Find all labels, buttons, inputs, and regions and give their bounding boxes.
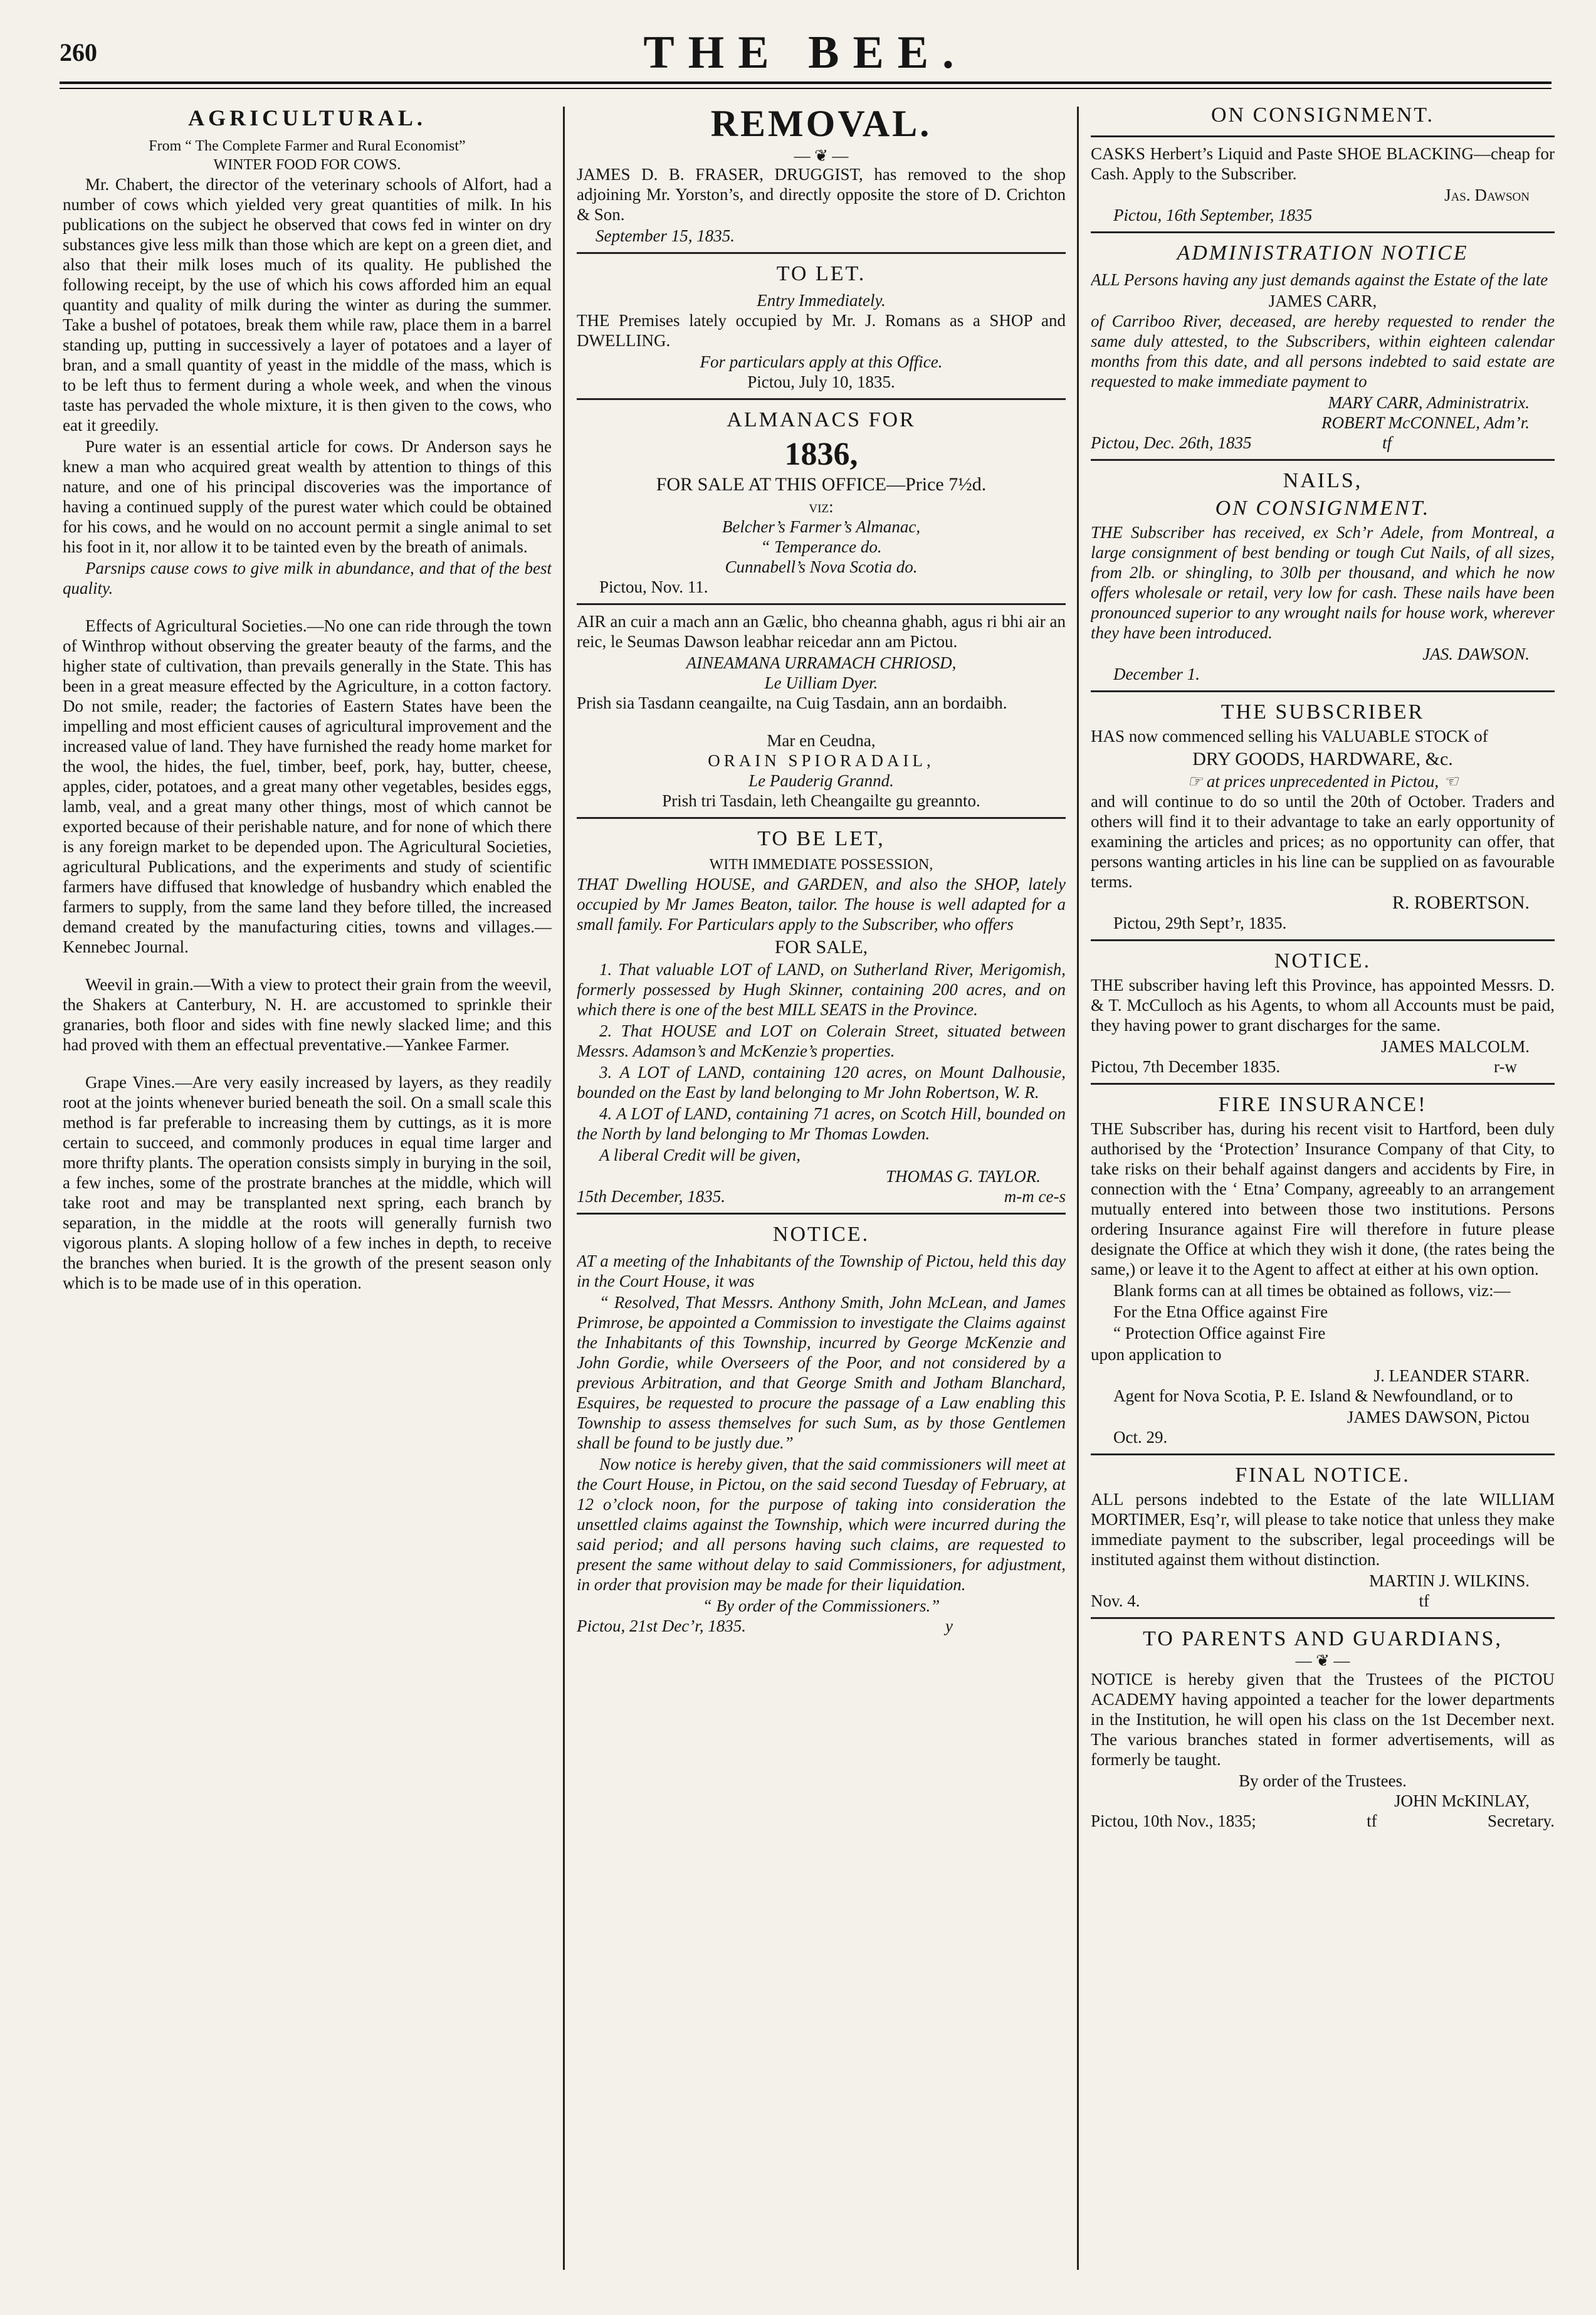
to-be-let-body: THAT Dwelling HOUSE, and GARDEN, and also the SHOP, lately occupied by Mr James Beaton, tailor. The house is well adapted for a small family. For Particulars apply to the Subscriber, who offers (577, 875, 1066, 934)
signature-role: Secretary. (1488, 1811, 1555, 1830)
signature: JAMES MALCOLM. (1380, 1037, 1530, 1056)
printer-mark: r-w (1494, 1057, 1517, 1076)
separator (1091, 231, 1555, 233)
subscriber-price: ☞ at prices unprecedented in Pictou, ☜ (1187, 772, 1459, 791)
separator (1091, 459, 1555, 461)
gaelic-line: Le Pauderig Grannd. (748, 771, 894, 790)
almanac-item: Cunnabell’s Nova Scotia do. (725, 557, 918, 576)
separator (1091, 939, 1555, 941)
parents-order: By order of the Trustees. (1239, 1771, 1407, 1790)
signature: Jas. Dawson (1444, 186, 1530, 204)
column-divider (563, 107, 565, 2270)
subscriber-title: THE SUBSCRIBER (1221, 700, 1425, 724)
gaelic-title: AINEAMANA URRAMACH CHRIOSD, (686, 653, 957, 672)
notice-resolved: “ Resolved, That Messrs. Anthony Smith, John McLean, and James Primrose, be appointed a Commission to investigate the Claims against the Inhabitants of this Township, incurred by George McKenzie and John Gordie, while Overseers of the Poor, and not considered by a previous Arbitration, and that George Smith and Jotham Blanchard, Esquires, be requested to procure the passage of a Law enabling this Township to assess themselves for such Sum, as by those Gentlemen shall be found to be justly due.” (577, 1293, 1066, 1452)
gaelic-price: Prish sia Tasdann ceangailte, na Cuig Tasdain, ann an bordaibh. (577, 693, 1007, 712)
almanac-item: “ Temperance do. (760, 537, 882, 556)
signature: R. ROBERTSON. (1392, 892, 1530, 913)
date: Pictou, 10th Nov., 1835; (1091, 1811, 1256, 1830)
article-paragraph: Pure water is an essential article for cows. Dr Anderson says he knew a man who acquired great wealth by attention to things of this nature, and one of his principal discoveries was the importance of having a continued supply of the purest water which could be obtained for his cows, and he would on no account permit a single animal to set his foot in it, nor allow it to be tainted even by the breath of animals. (63, 437, 552, 556)
printer-mark: m-m ce-s (1004, 1187, 1066, 1206)
final-body: ALL persons indebted to the Estate of the late WILLIAM MORTIMER, Esq’r, will please to take notice that unless they make immediate payment to the subscriber, legal proceedings will be instituted against them without distinction. (1091, 1490, 1555, 1569)
sale-item: 2. That HOUSE and LOT on Colerain Street, situated between Messrs. Adamson’s and McKenzie’s properties. (577, 1021, 1066, 1060)
article-paragraph: Grape Vines.—Are very easily increased by layers, as they readily root at the joints whenever buried beneath the soil. On a small scale this method is far preferable to increasing them by cuttings, as it is more certain to succeed, and commonly produces in equal time larger and more thrifty plants. The operation consists simply in burying in the soil, a few inches, some of the prostrate branches at the middle, which will take root and may be transplanted next spring, each branch by separation, in the middle at the roots will generally furnish two vigorous plants. A sloping hollow of a few inches in depth, to receive the branches when buried. It is the growth of the present season only which is to be made use of in this operation. (63, 1073, 552, 1292)
printer-mark: tf (1367, 1811, 1377, 1830)
to-be-let-title: TO BE LET, (757, 827, 885, 850)
admin-body: of Carriboo River, deceased, are hereby requested to render the same duly attested, to the Subscribers, within eighteen calendar months from this date, and all persons indebted to said estate are requested to make immediate payment to (1091, 312, 1555, 391)
article-paragraph: Mr. Chabert, the director of the veterinary schools of Alfort, had a number of cows which yielded very great quantities of milk. In his publications on the subject he observed that cows fed in winter on dry substances give less milk than those which are kept on a green diet, and also that their milk loses much of its quality. He published the following receipt, by the use of which his cows afforded him an equal quantity and quality of milk during the winter as during the summer. Take a bushel of potatoes, break them while raw, place them in a barrel standing up, putting in successively a layer of potatoes and a layer of bran, and a small quantity of yeast in the middle of the mass, which is to be left thus to ferment during a whole week, and when the vinous taste has pervaded the whole mixture, it is then given to the cows, who eat it greedily. (63, 175, 552, 435)
gaelic-author: Le Uilliam Dyer. (764, 673, 878, 692)
fire-for: “ Protection Office against Fire (1113, 1324, 1326, 1342)
to-let-note: For particulars apply at this Office. (700, 352, 943, 371)
notice-intro: AT a meeting of the Inhabitants of the Township of Pictou, held this day in the Court House, it was (577, 1252, 1066, 1290)
to-let-body: THE Premises lately occupied by Mr. J. Romans as a SHOP and DWELLING. (577, 311, 1066, 350)
signature: JAS. DAWSON. (1422, 645, 1530, 663)
admin-name: JAMES CARR, (1268, 292, 1377, 310)
almanacs-sale: FOR SALE AT THIS OFFICE—Price 7½d. (656, 474, 987, 495)
separator (1091, 1617, 1555, 1619)
almanacs-date: Pictou, Nov. 11. (599, 577, 708, 596)
nails-title: NAILS, (1283, 469, 1363, 492)
gaelic-price: Prish tri Tasdain, leth Cheangailte gu greannto. (662, 791, 980, 810)
fire-for: For the Etna Office against Fire (1113, 1302, 1328, 1321)
date: Pictou, 7th December 1835. (1091, 1057, 1281, 1076)
almanacs-year: 1836, (784, 436, 858, 472)
masthead (60, 24, 1551, 83)
fire-blank: Blank forms can at all times be obtained as follows, viz:— (1113, 1281, 1511, 1300)
notice-body: THE subscriber having left this Province, has appointed Messrs. D. & T. McCulloch as his Agents, to whom all Accounts must be paid, they having power to grant discharges for the same. (1091, 976, 1555, 1035)
page-number: 260 (60, 38, 97, 66)
fire-title: FIRE INSURANCE! (1218, 1093, 1427, 1116)
notice-order: “ By order of the Commissioners.” (702, 1596, 940, 1615)
separator (577, 252, 1066, 254)
almanac-item: Belcher’s Farmer’s Almanac, (722, 517, 921, 536)
admin-title: ADMINISTRATION NOTICE (1177, 241, 1469, 265)
signature: MARTIN J. WILKINS. (1369, 1571, 1530, 1590)
parents-body: NOTICE is hereby given that the Trustees of the PICTOU ACADEMY having appointed a teacher for the lower departments in the Institution, he will open his class on the 1st December next. The various branches stated in former advertisements, will as formerly be taught. (1091, 1670, 1555, 1769)
masthead-rule (60, 82, 1551, 89)
for-sale-title: FOR SALE, (774, 937, 868, 957)
printer-mark: tf (1382, 433, 1392, 452)
parents-title: TO PARENTS AND GUARDIANS, (1143, 1627, 1503, 1650)
date: Nov. 4. (1091, 1591, 1140, 1610)
date: Oct. 29. (1113, 1428, 1168, 1447)
subscriber-body: and will continue to do so until the 20th of October. Traders and others will find it to their advantage to take an early opportunity of examining the articles and prices; as no opportunity can offer, that persons wanting articles in his line can be supplied on as favourable terms. (1091, 792, 1555, 891)
gaelic-line: ORAIN SPIORADAIL, (708, 751, 935, 770)
date: Pictou, Dec. 26th, 1835 (1091, 433, 1252, 452)
separator (1091, 1453, 1555, 1455)
to-let-title: TO LET. (776, 262, 866, 285)
notice-title: NOTICE. (1274, 949, 1372, 973)
article-paragraph: Effects of Agricultural Societies.—No one can ride through the town of Winthrop without observing the greater beauty of the farms, and the higher state of cultivation, than prevails generally in the State. This has been in a great measure effected by the Agriculture, in a cotton factory. Do not smile, reader; the factories of Eastern States have been the impelling and most efficient causes of agricultural improvement and the increased value of land. They have furnished the ready home market for the wool, the hides, the fuel, timber, beef, pork, hay, butter, cheese, apples, cider, potatoes, and a great many other vegetables, besides eggs, lamb, veal, and a great many other things, most of which cannot be exported because of their perishable nature, and for none of which there is any foreign market to be depended upon. The Agricultural Societies, agricultural Publications, and the experiments and study of scientific farmers have diffused that knowledge of husbandry which enabled the farmers to supply, from the same land they before tilled, the increased demand created by the manufacturing cities, towns and villages.—Kennebec Journal. (63, 616, 552, 956)
separator (577, 603, 1066, 605)
notice-title: NOTICE. (772, 1223, 870, 1246)
fire-upon: upon application to (1091, 1345, 1222, 1364)
printer-mark: y (945, 1616, 953, 1635)
subscriber-goods: DRY GOODS, HARDWARE, &c. (1192, 749, 1453, 769)
signature: JAMES DAWSON, Pictou (1347, 1408, 1530, 1426)
almanacs-viz: viz: (809, 497, 834, 516)
signature: J. LEANDER STARR. (1373, 1366, 1530, 1385)
subscriber-body: HAS now commenced selling his VALUABLE STOCK of (1091, 727, 1488, 746)
section-title: AGRICULTURAL. (188, 105, 426, 130)
date: Pictou, 21st Dec’r, 1835. (577, 1616, 746, 1635)
article-title: WINTER FOOD FOR COWS. (213, 157, 401, 173)
separator (577, 817, 1066, 819)
date: Pictou, 16th September, 1835 (1113, 206, 1313, 224)
fire-body: THE Subscriber has, during his recent visit to Hartford, been duly authorised by the ‘Protection’ Insurance Company of that City, to take risks on their behalf against dangers and accidents by Fire, in connection with the ‘ Etna’ Company, agreeably to an arrangement mutually entered into between those two institutions. Persons ordering Insurance against Fire will therefore in future please designate the Office at which they wish it done, (the rates being the same,) or leave it to the Agent to affect at either at his own option. (1091, 1119, 1555, 1279)
final-title: FINAL NOTICE. (1235, 1463, 1410, 1487)
notice-body: Now notice is hereby given, that the said commissioners will meet at the Court House, in Pictou, on the said second Tuesday of February, at 12 o’clock noon, for the purpose of taking into consideration the unsettled claims against the Township, which were incurred during the said period; and all persons having such claims, are requested to present the same without delay to said Commissioners, for adjustment, in order that provision may be made for their liquidation. (577, 1455, 1066, 1594)
article-paragraph: Parsnips cause cows to give milk in abundance, and that of the best quality. (63, 559, 552, 598)
separator (577, 398, 1066, 400)
separator (577, 1213, 1066, 1215)
separator (1091, 135, 1555, 137)
date: Pictou, 29th Sept’r, 1835. (1113, 914, 1287, 932)
to-let-date: Pictou, July 10, 1835. (747, 372, 895, 391)
date: December 1. (1113, 665, 1200, 683)
nails-body: THE Subscriber has received, ex Sch’r Adele, from Montreal, a large consignment of best bending or tough Cut Nails, of all sizes, from 2lb. or shingling, to 30lb per thousand, and which he now offers wholesale or retail, very low for cash. These nails have been pronounced superior to any wrought nails for house work, wherever they have been introduced. (1091, 523, 1555, 642)
to-be-let-sub: WITH IMMEDIATE POSSESSION, (709, 857, 933, 873)
signature: MARY CARR, Administratrix. (1328, 393, 1530, 412)
to-let-sub: Entry Immediately. (757, 291, 886, 310)
separator (1091, 690, 1555, 692)
column-agricultural (63, 102, 552, 2277)
separator (1091, 1083, 1555, 1085)
column-divider (1077, 107, 1079, 2270)
sale-item: 3. A LOT of LAND, containing 120 acres, on Mount Dalhousie, bounded on the East by land belonging to Mr John Robertson, W. R. (577, 1063, 1066, 1102)
date: 15th December, 1835. (577, 1187, 725, 1206)
consignment-title: ON CONSIGNMENT. (1210, 103, 1435, 127)
signature: JOHN McKINLAY, (1394, 1791, 1530, 1810)
fire-agent: Agent for Nova Scotia, P. E. Island & Newfoundland, or to (1113, 1386, 1513, 1405)
removal-date: September 15, 1835. (596, 226, 735, 245)
ornament-icon: — ❦ — (1295, 1652, 1350, 1670)
gaelic-body: AIR an cuir a mach ann an Gælic, bho cheanna ghabh, agus ri bhi air an reic, le Seumas Dawson leabhar reicedar ann am Pictou. (577, 612, 1066, 651)
consignment-body: CASKS Herbert’s Liquid and Paste SHOE BLACKING—cheap for Cash. Apply to the Subscriber. (1091, 144, 1555, 183)
admin-intro: ALL Persons having any just demands against the Estate of the late (1091, 270, 1548, 289)
article-source: From “ The Complete Farmer and Rural Economist” (149, 138, 466, 154)
column-advertisements-center (577, 102, 1066, 2277)
removal-body: JAMES D. B. FRASER, DRUGGIST, has removed to the shop adjoining Mr. Yorston’s, and directly opposite the store of D. Crichton & Son. (577, 165, 1066, 224)
sale-item: 4. A LOT of LAND, containing 71 acres, on Scotch Hill, bounded on the North by land belonging to Mr Thomas Lowden. (577, 1104, 1066, 1143)
ornament-icon: — ❦ — (794, 147, 849, 165)
signature: ROBERT McCONNEL, Adm’r. (1321, 413, 1530, 432)
nails-sub: ON CONSIGNMENT. (1215, 497, 1431, 520)
signature: THOMAS G. TAYLOR. (885, 1167, 1041, 1186)
sale-item: 1. That valuable LOT of LAND, on Sutherland River, Merigomish, formerly possessed by Hugh Skinner, containing 200 acres, and on which there is one of the best MILL SEATS in the Province. (577, 960, 1066, 1019)
newspaper-title: THE BEE. (643, 27, 968, 78)
gaelic-line: Mar en Ceudna, (767, 731, 876, 750)
removal-title: REMOVAL. (710, 103, 932, 144)
credit-note: A liberal Credit will be given, (599, 1146, 801, 1164)
column-advertisements-right (1091, 102, 1555, 2277)
printer-mark: tf (1419, 1591, 1429, 1610)
almanacs-title: ALMANACS FOR (727, 408, 916, 431)
article-paragraph: Weevil in grain.—With a view to protect their grain from the weevil, the Shakers at Canterbury, N. H. are accustomed to sprinkle their granaries, both floor and sides with fine newly slacked lime; and this had proved with them an effectual preventative.—Yankee Farmer. (63, 975, 552, 1054)
